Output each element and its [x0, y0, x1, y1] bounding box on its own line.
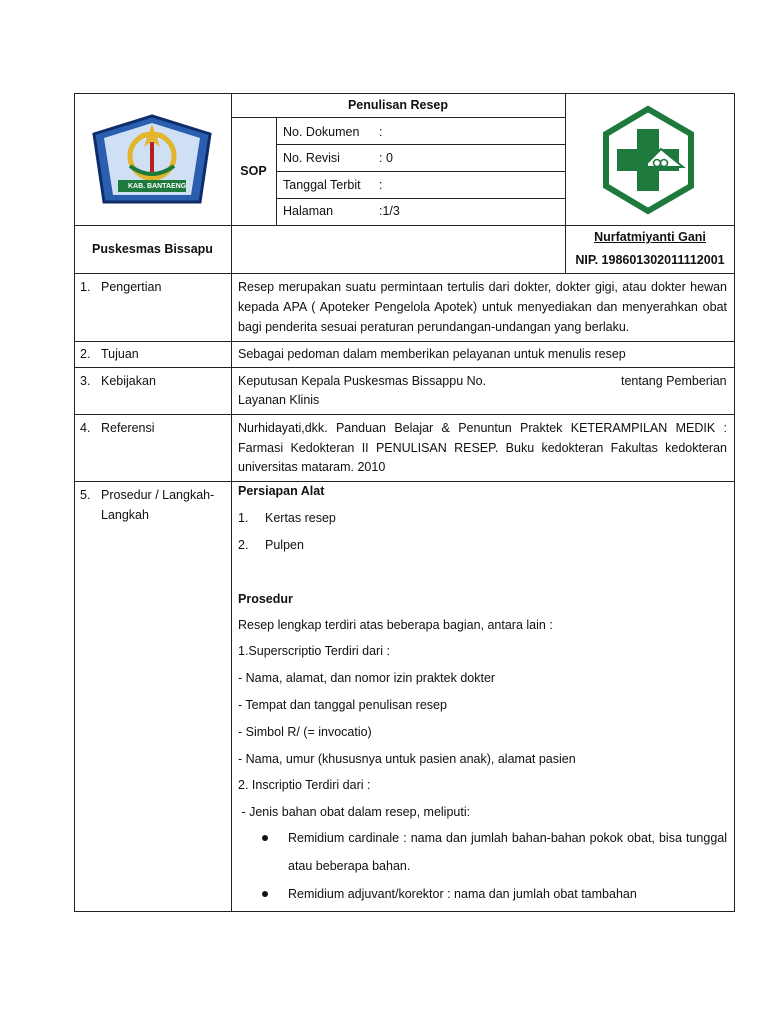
doc-number-label: No. Dokumen — [283, 125, 360, 139]
purpose-text: Sebagai pedoman dalam memberikan pelayanan untuk menulis resep — [238, 347, 626, 361]
procedure-line: - Tempat dan tanggal penulisan resep — [238, 698, 447, 712]
issue-date-label: Tanggal Terbit — [283, 178, 361, 192]
issue-date-value: : — [379, 178, 383, 192]
policy-text-right: tentang Pemberian — [621, 374, 727, 388]
definition-line: Resep merupakan suatu permintaan tertulis dari dokter, dokter gigi, atau dokter hewan — [238, 280, 727, 294]
row-number: 1. — [80, 280, 91, 294]
tool-number: 2. — [238, 538, 249, 552]
organization-name: Puskesmas Bissapu — [92, 242, 213, 256]
row-number: 2. — [80, 347, 91, 361]
row-label-pengertian: Pengertian — [101, 280, 162, 294]
revision-value: : 0 — [379, 151, 393, 165]
reference-line: Farmasi Kedokteran II PENULISAN RESEP. Buku kedokteran Fakultas kedokteran — [238, 441, 727, 455]
document-title: Penulisan Resep — [347, 98, 449, 112]
tools-heading: Persiapan Alat — [238, 484, 325, 498]
procedure-line: 1.Superscriptio Terdiri dari : — [238, 644, 390, 658]
bullet-icon — [262, 891, 268, 897]
row-number: 3. — [80, 374, 91, 388]
row-label-kebijakan: Kebijakan — [101, 374, 156, 388]
row-label-referensi: Referensi — [101, 421, 155, 435]
procedure-heading: Prosedur — [238, 592, 293, 606]
definition-line: bagi penderita sesuai peraturan perundangan-undangan yang berlaku. — [238, 320, 630, 334]
signatory-nip: NIP. 198601302011112001 — [575, 253, 725, 267]
row-label-prosedur-2: Langkah — [101, 508, 149, 522]
procedure-line: Resep lengkap terdiri atas beberapa bagian, antara lain : — [238, 618, 553, 632]
regency-logo — [90, 112, 214, 212]
policy-text-left: Keputusan Kepala Puskesmas Bissappu No. — [238, 374, 487, 388]
tool-number: 1. — [238, 511, 249, 525]
revision-label: No. Revisi — [283, 151, 340, 165]
bullet-item: Remidium adjuvant/korektor : nama dan jumlah obat tambahan — [288, 887, 637, 901]
bullet-item: Remidium cardinale : nama dan jumlah bahan-bahan pokok obat, bisa tunggal — [288, 831, 727, 845]
procedure-line: - Simbol R/ (= invocatio) — [238, 725, 372, 739]
reference-line: Nurhidayati,dkk. Panduan Belajar & Penuntun Praktek KETERAMPILAN MEDIK : — [238, 421, 727, 435]
signatory-name: Nurfatmiyanti Gani — [594, 230, 706, 244]
page-label: Halaman — [283, 204, 334, 218]
procedure-line: - Jenis bahan obat dalam resep, meliputi: — [238, 805, 471, 819]
tool-item: Kertas resep — [265, 511, 336, 525]
definition-line: kepada APA ( Apoteker Pengelola Apotek) untuk menyediakan dan menyerahkan obat — [238, 300, 727, 314]
row-number: 5. — [80, 488, 91, 502]
tool-item: Pulpen — [265, 538, 304, 552]
page-value: :1/3 — [379, 204, 400, 218]
reference-line: universitas mataram. 2010 — [238, 460, 386, 474]
row-label-prosedur: Prosedur / Langkah- — [101, 488, 215, 502]
bullet-item-continuation: atau beberapa bahan. — [288, 859, 411, 873]
doc-number-value: : — [379, 125, 383, 139]
sop-label: SOP — [240, 164, 267, 178]
row-number: 4. — [80, 421, 91, 435]
procedure-line: - Nama, umur (khususnya untuk pasien anak), alamat pasien — [238, 752, 576, 766]
puskesmas-logo — [601, 105, 696, 215]
regency-logo-text: KAB. BANTAENG — [128, 183, 187, 190]
procedure-line: - Nama, alamat, dan nomor izin praktek dokter — [238, 671, 496, 685]
row-label-tujuan: Tujuan — [101, 347, 139, 361]
bullet-icon — [262, 835, 268, 841]
procedure-line: 2. Inscriptio Terdiri dari : — [238, 778, 371, 792]
policy-text-line2: Layanan Klinis — [238, 393, 320, 407]
